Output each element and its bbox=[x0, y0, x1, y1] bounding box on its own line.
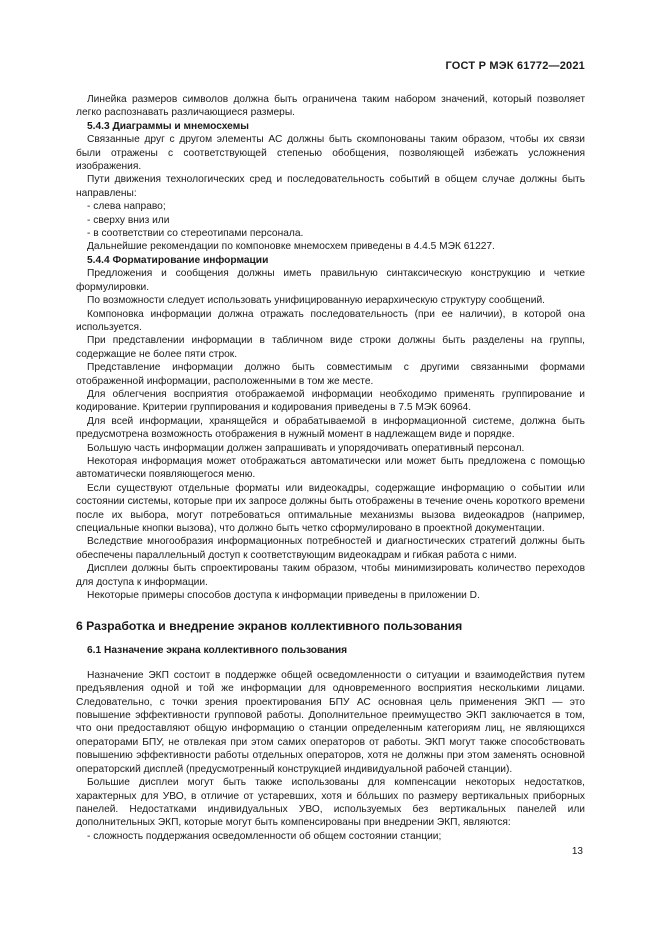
paragraph: Связанные друг с другом элементы АС должны быть скомпонованы таким образом, чтобы их связи были отражены с соответствующей степенью обобщения, позволяющей избежать усложнения изображения. bbox=[76, 134, 585, 173]
chapter-heading-6: 6 Разработка и внедрение экранов коллективного пользования bbox=[76, 619, 463, 634]
list-item: - сложность поддержания осведомленности об общем состоянии станции; bbox=[87, 830, 442, 842]
paragraph: Назначение ЭКП состоит в поддержке общей осведомленности о ситуации и взаимодействия путем предъявления одной и той же информации для одновременного восприятия несколькими лицами. Следовательно, с точки зрения проектирования БПУ АС основная цель применения ЭКП — это повышение эффективности групповой работы. Дополнительное преимущество ЭКП заключается в том, что они предоставляют общую информацию о станции определенным категориям лиц, не являющихся операторами БПУ, не отвлекая при этом самих операторов от работы. ЭКП могут также способствовать повышению эффективности работы отдельных операторов, хотя не должны при этом заменять основной операторский дисплей (предусмотренный конструкцией индивидуальной рабочей станции). bbox=[76, 669, 585, 775]
section-heading-5-4-4: 5.4.4 Форматирование информации bbox=[87, 254, 269, 266]
page-number: 13 bbox=[571, 846, 583, 857]
paragraph: Линейка размеров символов должна быть ограничена таким набором значений, который позволяет легко распознавать различающиеся размеры. bbox=[76, 94, 585, 119]
paragraph: По возможности следует использовать унифицированную иерархическую структуру сообщений. bbox=[87, 295, 545, 307]
paragraph: Представление информации должно быть совместимым с другими связанными формами отображенной информации, расположенными в том же месте. bbox=[76, 362, 585, 387]
paragraph: При представлении информации в табличном виде строки должны быть разделены на группы, содержащие не более пяти строк. bbox=[76, 335, 585, 360]
paragraph: Для всей информации, хранящейся и обрабатываемой в информационной системе, должна быть предусмотрена возможность отображения в нужный момент в надлежащем виде и порядке. bbox=[76, 415, 585, 441]
paragraph: Для облегчения восприятия отображаемой информации необходимо применять группирование и кодирование. Критерии группирования и кодирования приведены в 7.5 МЭК 60964. bbox=[76, 388, 585, 414]
list-item: - сверху вниз или bbox=[87, 214, 170, 226]
list-item: - в соответствии со стереотипами персонала. bbox=[87, 228, 304, 240]
paragraph: Пути движения технологических сред и последовательность событий в общем случае должны быть направлены: bbox=[76, 174, 585, 199]
list-item: - слева направо; bbox=[87, 201, 166, 213]
standard-header: ГОСТ Р МЭК 61772—2021 bbox=[445, 60, 585, 72]
paragraph: Некоторые примеры способов доступа к информации приведены в приложении D. bbox=[87, 590, 480, 602]
paragraph: Большие дисплеи могут быть также использованы для компенсации некоторых недостатков, характерных для УВО, в отличие от устаревших, хотя и бо́льших по размеру вертикальных приборных панелей. Недостатками индивидуальных УВО, используемых без вертикальных панелей или дополнительных ЭКП, которые могут быть компенсированы при внедрении ЭКП, являются: bbox=[76, 777, 585, 829]
paragraph: Компоновка информации должна отражать последовательность (при ее наличии), в которой она используется. bbox=[76, 308, 585, 333]
paragraph: Вследствие многообразия информационных потребностей и диагностических стратегий должны быть обеспечены параллельный доступ к соответствующим видеокадрам и гибкая работа с ними. bbox=[76, 536, 585, 561]
paragraph: Некоторая информация может отображаться автоматически или может быть предложена с помощью автоматически появляющегося меню. bbox=[76, 455, 585, 481]
document-body bbox=[76, 93, 585, 843]
section-heading-6-1: 6.1 Назначение экрана коллективного пользования bbox=[87, 645, 348, 657]
paragraph: Дисплеи должны быть спроектированы таким образом, чтобы минимизировать количество переходов для доступа к информации. bbox=[76, 563, 585, 588]
section-heading-5-4-3: 5.4.3 Диаграммы и мнемосхемы bbox=[87, 120, 249, 132]
paragraph: Если существуют отдельные форматы или видеокадры, содержащие информацию о событии или состоянии системы, которые при их запросе должны быть отображены в течение очень короткого времени после их выбора, могут потребоваться оптимальные механизмы вызова видеокадров (например, специальные кнопки вызова), что должно быть четко сформулировано в проектной документации. bbox=[76, 482, 585, 534]
paragraph: Большую часть информации должен запрашивать и упорядочивать оперативный персонал. bbox=[87, 442, 525, 454]
paragraph: Предложения и сообщения должны иметь правильную синтаксическую конструкцию и четкие формулировки. bbox=[76, 268, 585, 293]
paragraph: Дальнейшие рекомендации по компоновке мнемосхем приведены в 4.4.5 МЭК 61227. bbox=[87, 241, 495, 253]
